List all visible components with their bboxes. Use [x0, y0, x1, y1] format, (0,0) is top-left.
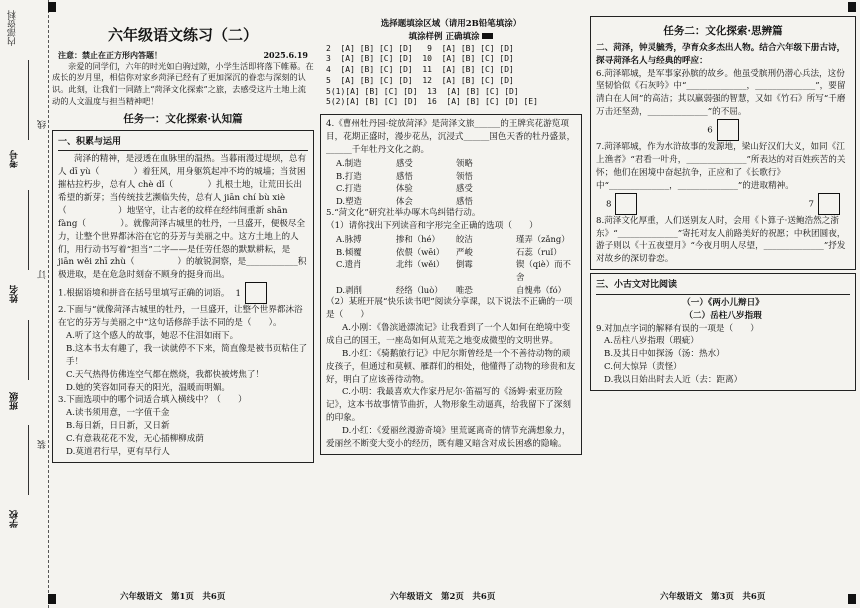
- note-row: [52, 49, 314, 61]
- question-5-1: （1）请你找出下列读音和字形完全正确的选项（ ）: [326, 221, 538, 232]
- binding-margin: [0, 0, 49, 608]
- margin-char: 装: [38, 440, 48, 449]
- q3-option: A.读书须用意，一字值千金: [66, 408, 170, 419]
- answer-row[interactable]: 5(1)[A] [B] [C] [D] 13 [A] [B] [C] [D]: [326, 86, 519, 96]
- page-3-footer: 六年级语文 第3页 共6页: [660, 592, 766, 602]
- section1-box: [52, 130, 314, 463]
- q9-option: A.岳柱八岁指瑕（瑕疵）: [604, 336, 699, 347]
- page-3: [590, 6, 856, 391]
- page-1: [52, 6, 314, 463]
- page-1-footer: 六年级语文 第1页 共6页: [120, 592, 226, 602]
- page-title: 六年级语文练习（二）: [107, 26, 258, 44]
- note-text: 注意：禁止在正方形内答题！: [58, 49, 162, 60]
- question-4: 4.《曹州牡丹园·绽放菏泽》是菏泽文旅______的王牌宾花游览项目，花期正盛时，漫步花丛，沉浸式______国色天香的牡丹盛景，______千年牡丹文化之韵。: [326, 119, 576, 156]
- margin-line: [28, 190, 29, 270]
- section3-box: [590, 273, 856, 391]
- box-number: 1: [235, 288, 241, 299]
- answer-row[interactable]: 5(2)[A] [B] [C] [D] 16 [A] [B] [C] [D] [E]: [326, 97, 538, 107]
- no-write-square: [245, 282, 267, 304]
- page-2: [320, 6, 582, 455]
- filled-bubble-sample: [482, 33, 493, 39]
- question-9: 9.对加点字词的解释有误的一项是（ ）: [596, 323, 759, 334]
- question-6: 6.菏泽郓城，是军事家孙膑的故乡。他虽受膑刑仍潜心兵法，这份坚韧恰似《石灰吟》中“______________，______________”，要留清白在人间”的高洁；其以羸弱强的智慧，又如《竹石》所写“千磨万击还坚劲，______________”的不屈。: [596, 68, 846, 118]
- task1-heading: 任务一：文化探索·认知篇: [123, 113, 243, 126]
- margin-line: [28, 425, 29, 495]
- question-1: 1.根据语境和拼音在括号里填写正确的词语。 1: [58, 282, 308, 304]
- answer-grid: [326, 44, 576, 109]
- answer-row[interactable]: 5 [A] [B] [C] [D] 12 [A] [B] [C] [D]: [326, 75, 514, 85]
- box78-row: [596, 193, 850, 215]
- margin-char: 线: [38, 120, 48, 129]
- task2-heading: 任务二：文化探索·思辨篇: [663, 25, 783, 37]
- box8-group: 8: [606, 193, 637, 215]
- q5-2-option: B.小红：《骑鹅旅行记》中尼尔斯曾经是一个不善待动物的顽皮孩子，但通过和莫顿、雁群们的相处，他懂得了动物的珍贵和友好，明白了应该善待动物。: [326, 348, 576, 385]
- box7-group: 7: [809, 193, 840, 215]
- no-write-square: [717, 119, 739, 141]
- answer-row[interactable]: 3 [A] [B] [C] [D] 10 [A] [B] [C] [D]: [326, 54, 514, 64]
- banji-label: 班级: [10, 392, 20, 410]
- section3-heading: 三、小古文对比阅读: [596, 279, 850, 295]
- question-7: 7.菏泽郓城，作为水浒故事的发源地，梁山好汉们大义，如同《江上渔者》“君看一叶舟，______________”所表达的对百姓疾苦的关怀；他们在困境中奋起抗争，正应和了《长歌行》中“______________，______________”的进取精神。: [596, 142, 846, 191]
- q5-2-option: C.小明：我最喜欢大作家丹尼尔·笛福写的《汤姆·索亚历险记》，这本书故事情节曲折，人物形象生动逼真，给我留下了深刻的印象。: [326, 387, 571, 424]
- q3-option: D.莫道君行早，更有早行人: [66, 447, 170, 458]
- q2-option: B.这本书太有趣了，我一读就停不下来，简直像是被书页粘住了手！: [66, 343, 308, 367]
- margin-char: 订: [38, 270, 48, 279]
- questions-box: [320, 114, 582, 455]
- answer-row[interactable]: 2 [A] [B] [C] [D] 9 [A] [B] [C] [D]: [326, 43, 514, 53]
- q2-option: A.听了这个感人的故事，她忍不住泪如雨下。: [66, 331, 239, 341]
- section1-heading: 一、积累与运用: [58, 136, 308, 152]
- intro-paragraph: 亲爱的同学们，六年的时光如白驹过隙，小学生活即将落下帷幕。在成长的岁月里，相信你对家乡菏泽已经有了更加深沉的眷恋与深刻的认识。此刻，让我们一同踏上“菏泽文化探索”之旅，去感受这片土地上流动的人文温度与担当精神吧！: [52, 60, 314, 107]
- q9-option: D.我以日始出时去人近（去：距离）: [604, 375, 743, 386]
- passage-paragraph: 菏泽的精神，是浸透在血脉里的温热。当暮雨漫过堤坝，总有人 dī yù（ ）着狂风，用身躯筑起冲不垮的城墙；当贫困摧枯拉朽步，总有人 chè dǐ（ ）扎根土地，让荒田长出希望的新芽；当传统技艺濒临失传，总有人 jiān chí bù xiè（ ）地坚守，让古老的纹样在经纬间重新 shān fàng（ ）。就像菏泽古城里的牡丹，一旦盛开，便极尽全力，让整个世界都沐浴在它的芬芳与美丽之中。这方土地上的人们，用行动书写着“担当”二字——是任劳任怨的默默耕耘，是 jiān wěi zhī zhù（ ）的敏锐洞察，是____________积极进取，是在危急时刻奋不顾身的挺身而出。: [58, 154, 307, 281]
- no-write-square: [615, 193, 637, 215]
- question-8: 8.菏泽文化厚重，人们送别友人时，会用《卜算子·送鲍浩然之浙东》“______________”寄托对友人前路美好的祝愿；中秋团圆夜，游子则以《十五夜望月》“今夜月明人尽望，______________”抒发对故乡的深切眷恋。: [596, 215, 846, 265]
- box-number: 6: [707, 125, 713, 136]
- kaohao-label: 考号: [10, 150, 20, 168]
- box6-row: [596, 119, 850, 141]
- margin-line: [28, 320, 29, 380]
- q9-option: B.及其日中如探汤（汤：热水）: [604, 349, 725, 360]
- section2-heading: 二、菏泽，钟灵毓秀，孕育众多杰出人物。结合六年级下册古诗，探寻菏泽名人与经典的呼应：: [596, 42, 846, 66]
- page-2-footer: 六年级语文 第2页 共6页: [390, 592, 496, 602]
- xuexiao-label: 学校: [10, 510, 20, 528]
- q2-option: C.天气热得仿佛连空气都在燃烧，我都快被烤焦了！: [66, 369, 265, 380]
- margin-line: [28, 60, 29, 140]
- q5-1-options: A.脉搏 掺和（hé） 皎洁 瑾弄（zǎng） B.倾覆 依偎（wēi） 严峻 石蕊（ruǐ） C.遗肖 北纬（wěi） 倒霉 锲（qiè）而不舍 D.剥削 经络（luò） 唯恐 自愧弗（fó）: [336, 234, 571, 295]
- q2-option: D.她的笑容如同春天的阳光，温暖而明媚。: [66, 382, 231, 393]
- task2-box: [590, 16, 856, 270]
- exam-date: 2025.6.19: [263, 49, 308, 60]
- q9-option: C.何大惊异（责怪）: [604, 362, 682, 373]
- answer-row[interactable]: 4 [A] [B] [C] [D] 11 [A] [B] [C] [D]: [326, 65, 514, 75]
- registration-mark: [848, 594, 856, 604]
- no-write-square: [818, 193, 840, 215]
- answer-area-title: 选择题填涂区域（请用2B铅笔填涂）: [380, 19, 522, 29]
- xingming-label: 姓名: [10, 285, 20, 303]
- q5-2-option: A.小刚：《鲁滨逊漂流记》让我看到了一个人如何在绝境中变成自己的国王，一座岛如何从荒芜之地变成微型的文明世界。: [326, 323, 571, 346]
- q3-option: C.有意栽花花不发，无心插柳柳成荫: [66, 434, 204, 445]
- q5-2-option: D.小红：《爱丽丝漫游奇境》里荒诞离奇的情节充满想象力，爱丽丝不断变大变小的经历，既有趣又暗含对成长困惑的隐喻。: [326, 426, 571, 450]
- question-5: 5.“菏文化”研究社举办啄木鸟纠错行动。: [326, 208, 481, 219]
- q3-option: B.每日新，日日新，又日新: [66, 421, 170, 432]
- margin-top-label: 内部资料: [8, 10, 18, 46]
- question-5-2: （2）某班开展“快乐读书吧”阅读分享课，以下说法不正确的一项是（ ）: [326, 297, 573, 321]
- text1-title: （一）《两小儿辩日》: [682, 297, 764, 308]
- q4-options: A.制造 感受 领略 B.打造 感悟 领悟 C.打造 体验 感受 D.塑造 体会 感悟: [336, 157, 473, 206]
- question-2: 2.下面与“就像菏泽古城里的牡丹，一旦盛开，让整个世界都沐浴在它的芬芳与美丽之中”这句话修辞手法不同的是（ ）。: [58, 305, 303, 329]
- text2-title: （二）岳柱八岁指瑕: [684, 310, 762, 321]
- answer-example: 填涂样例 正确填涂: [320, 31, 582, 44]
- question-3: 3.下面选项中的哪个词适合填入横线中？（ ）: [58, 395, 247, 406]
- registration-mark: [48, 594, 56, 604]
